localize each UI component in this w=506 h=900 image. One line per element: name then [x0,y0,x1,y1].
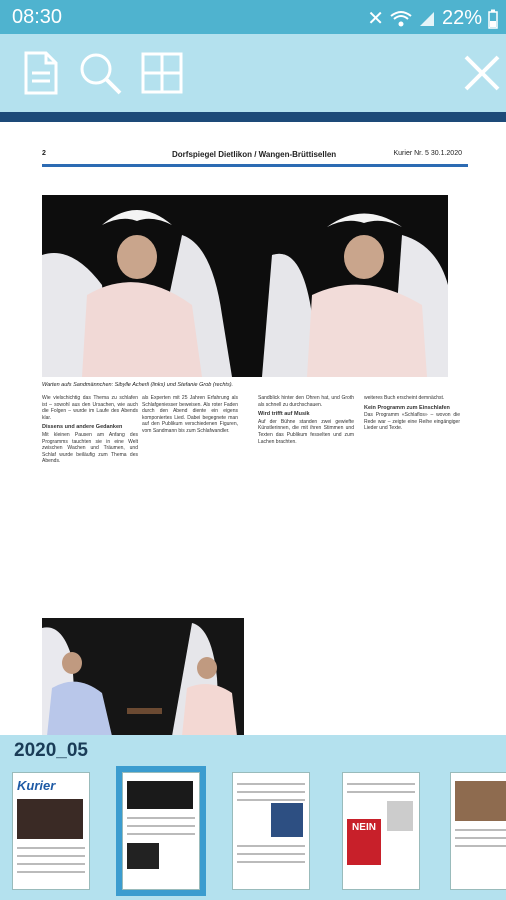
article-heading: Kein Programm zum Einschlafen [364,404,450,411]
thumbnail-page-4[interactable] [342,772,420,890]
second-photo [42,618,244,736]
mute-icon: ✕ [367,8,384,30]
thumbnail-page-5[interactable] [450,772,506,890]
status-right [367,6,498,31]
battery-percent: 22% [441,7,482,29]
thumbnail-photo [271,803,303,837]
close-icon[interactable] [460,51,504,95]
status-bar [0,0,506,34]
article-column-1: Wie vielschichtig das Thema zu schlafen ist – sowohl aus den Ursachen, wie auch die Folgen – wurde im Laufe des Abends klar. Dissens und andere Gedanken Mit kleinen Pausen am Anfang des Programms tauchten sie in eine Welt zwischen Wachen und Träumen, und Schlaf wurde beiläufig zum Thema des Abends. [42,395,138,465]
toolbar-divider [0,112,506,122]
search-icon[interactable] [78,51,122,95]
article-heading: Dissens und andere Gedanken [42,424,123,431]
photo-caption: Warten aufs Sandmännchen: Sibylle Acherli (links) und Stefanie Grob (rechts). [42,382,234,388]
thumbnail-photo [17,799,83,839]
page-meta: Kurier Nr. 5 30.1.2020 [393,150,462,157]
thumbnail-photo-small [127,843,159,869]
newspaper-page[interactable] [32,140,472,740]
thumbnail-photo [455,781,506,821]
main-photo [42,195,448,377]
thumbnail-page-1[interactable] [12,772,90,890]
toolbar [0,34,506,112]
signal-icon [418,10,436,28]
page-number: 2 [42,150,46,157]
header-rule [42,164,468,167]
status-time: 08:30 [12,6,63,28]
article-column-3: Sandblick hinter den Ohren hat, und Groth als schnell zu durchschauen. Wird trifft auf Musik Auf der Bühne standen zwei gewiefte Künstlerinnen, die mit ihren Stimmen und Texten das Publikum fesselten und zum Lachen brachten. [258,395,354,445]
article-heading: Wird trifft auf Musik [258,411,310,418]
thumbnail-photo [127,781,193,809]
article-column-4: weiteres Buch erscheint demnächst. Kein Programm zum Einschlafen Das Programm «Schlaflos» – wovon die Rede war – zeigte eine Reihe eingängiger Lieder und Texte. [364,395,460,432]
thumbnail-page-3[interactable] [232,772,310,890]
battery-icon [488,9,498,29]
thumbnail-photo [387,801,413,831]
thumbnail-ad: NEIN [347,819,381,865]
wifi-icon [390,10,412,28]
article-column-2: als Experten mit 25 Jahren Erfahrung als Schlafgeniesser beweisen. Als roter Faden durch den Abend diente ein eigens komponiertes Lied. Dabei begegnete man auf den Publikum verschiedenen Figuren, vom Sandmann bis zum Schlafwandler. [142,395,238,434]
page-title: Dorfspiegel Dietlikon / Wangen-Brüttisellen [172,150,337,159]
issue-label: 2020_05 [14,740,88,761]
thumbnail-title: Kurier [17,778,56,793]
grid-icon[interactable] [140,51,184,95]
document-icon[interactable] [18,51,62,95]
thumbnail-page-2[interactable] [122,772,200,890]
